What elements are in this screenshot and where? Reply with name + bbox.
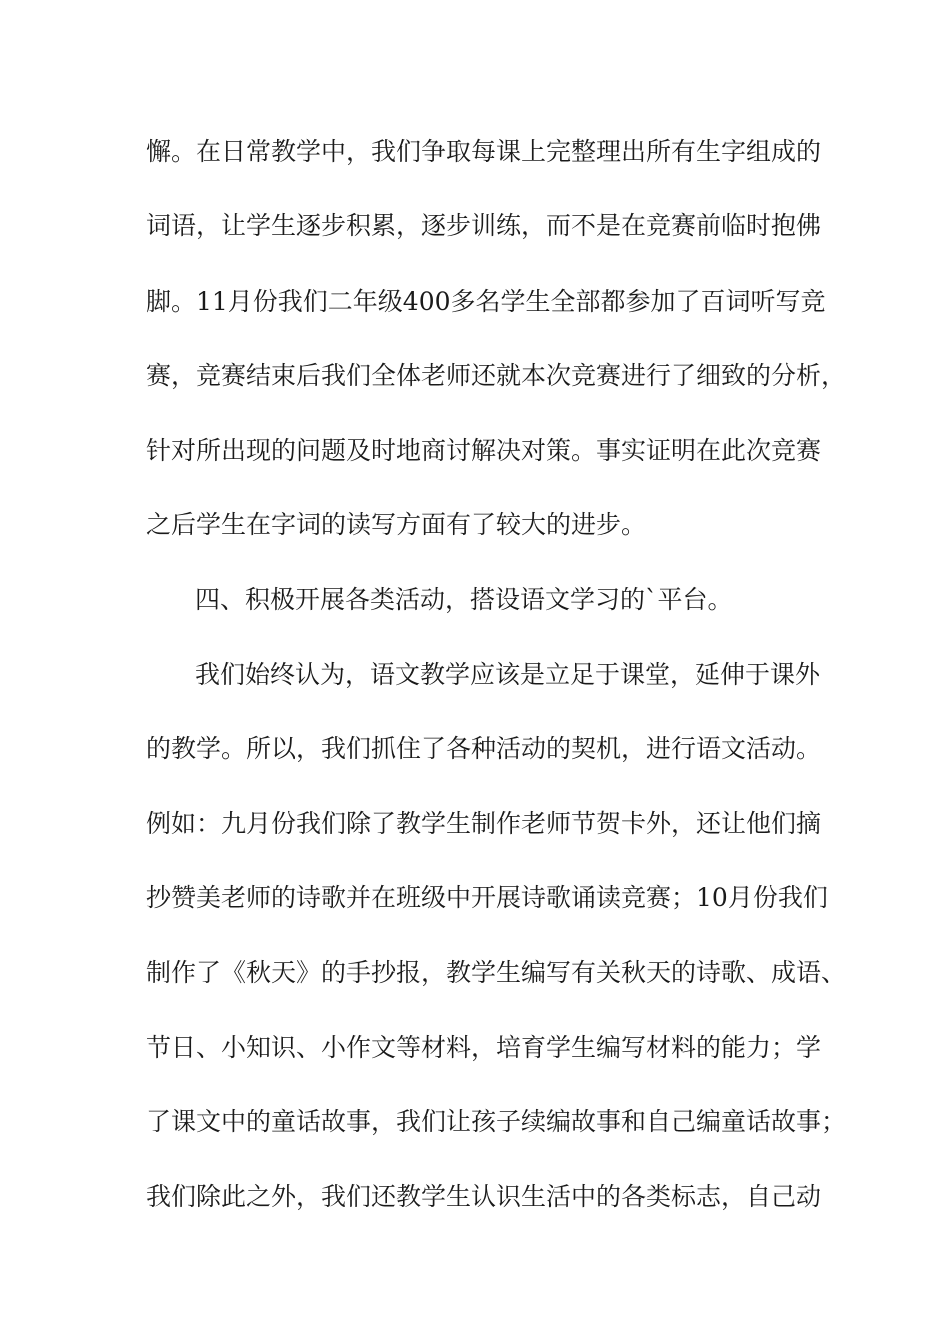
text-line: 的教学。所以，我们抓住了各种活动的契机，进行语文活动。 [146,734,822,763]
section-heading: 四、积极开展各类活动，搭设语文学习的`平台。 [195,585,733,614]
text-line: 针对所出现的问题及时地商讨解决对策。事实证明在此次竞赛 [146,436,822,465]
text-line: 我们始终认为，语文教学应该是立足于课堂，延伸于课外 [195,660,821,689]
text-line: 词语，让学生逐步积累，逐步训练，而不是在竞赛前临时抱佛 [146,211,822,240]
text-line: 了课文中的童话故事，我们让孩子续编故事和自己编童话故事； [146,1107,847,1136]
text-line: 制作了《秋天》的手抄报，教学生编写有关秋天的诗歌、成语、 [146,958,847,987]
text-line: 节日、小知识、小作文等材料，培育学生编写材料的能力；学 [146,1033,822,1062]
text-line: 脚。11月份我们二年级400多名学生全部都参加了百词听写竞 [146,287,826,316]
text-line: 赛，竞赛结束后我们全体老师还就本次竞赛进行了细致的分析， [146,361,847,390]
text-line: 我们除此之外，我们还教学生认识生活中的各类标志，自己动 [146,1182,822,1211]
text-line: 例如：九月份我们除了教学生制作老师节贺卡外，还让他们摘 [146,809,822,838]
text-line: 抄赞美老师的诗歌并在班级中开展诗歌诵读竞赛；10月份我们 [146,883,828,912]
text-line: 之后学生在字词的读写方面有了较大的进步。 [146,510,647,539]
text-line: 懈。在日常教学中，我们争取每课上完整理出所有生字组成的 [146,137,822,166]
